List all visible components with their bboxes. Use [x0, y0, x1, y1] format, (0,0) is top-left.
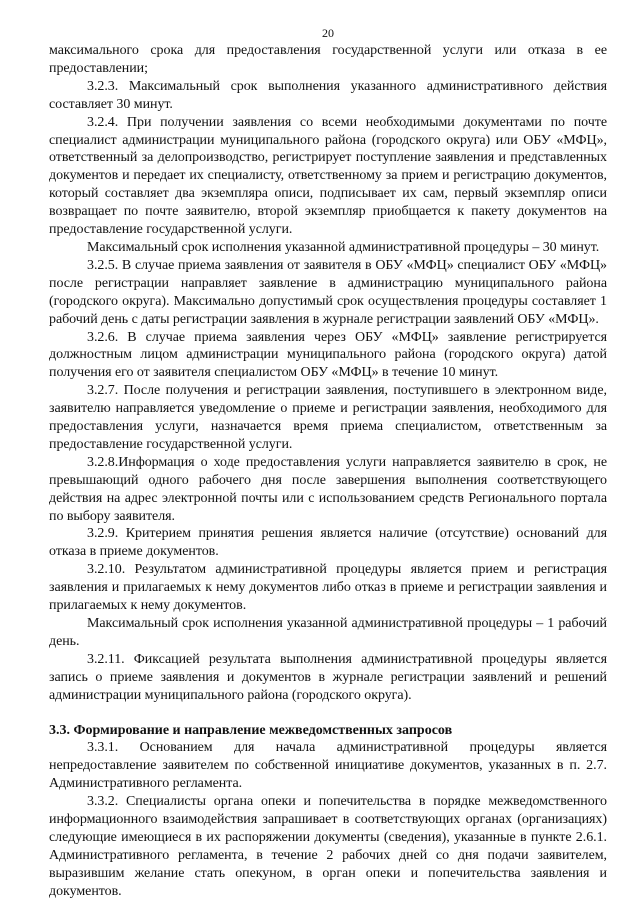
paragraph-3-2-11: 3.2.11. Фиксацией результата выполнения административной процедуры является запись о приеме заявления и документов в журнале регистрации заявлений и решений администрации муниципального района (городского округа). [49, 651, 607, 703]
paragraph-3-2-6: 3.2.6. В случае приема заявления через ОБУ «МФЦ» заявление регистрируется должностным лицом администрации муниципального района (городского округа) датой получения его от заявителя специалистом ОБУ «МФЦ» в течение 10 минут. [49, 329, 607, 381]
paragraph-3-2-3: 3.2.3. Максимальный срок выполнения указанного административного действия составляет 30 минут. [49, 78, 607, 112]
paragraph-3-2-4: 3.2.4. При получении заявления со всеми необходимыми документами по почте специалист администрации муниципального района (городского округа) или ОБУ «МФЦ», ответственный за делопроизводство, регистрирует поступление заявления и представленных документов и передает их специалисту, ответственному за прием и регистрацию документов, который составляет два экземпляра описи, подписывает их сам, первый экземпляр описи возвращает по почте заявителю, второй экземпляр приобщается к пакету документов на предоставление государственной услуги. [49, 114, 607, 238]
paragraph-max-term-30-min: Максимальный срок исполнения указанной административной процедуры – 30 минут. [87, 239, 600, 255]
paragraph-3-2-10: 3.2.10. Результатом административной процедуры является прием и регистрация заявления и прилагаемых к нему документов либо отказ в приеме и регистрации заявления и прилагаемых к нему документов. [49, 562, 607, 614]
paragraph-3-2-9: 3.2.9. Критерием принятия решения является наличие (отсутствие) оснований для отказа в приеме документов. [49, 526, 607, 560]
paragraph-continuation: максимального срока для предоставления государственной услуги или отказа в ее предоставлении; [49, 43, 607, 76]
paragraph-3-2-5: 3.2.5. В случае приема заявления от заявителя в ОБУ «МФЦ» специалист ОБУ «МФЦ» после регистрации направляет заявление в администрацию муниципального района (городского округа). Максимально допустимый срок осуществления процедуры составляет 1 рабочий день с даты регистрации заявления в журнале регистрации заявлений ОБУ «МФЦ». [49, 257, 607, 327]
paragraph-3-2-7: 3.2.7. После получения и регистрации заявления, поступившего в электронном виде, заявителю направляется уведомление о приеме и регистрации заявления, необходимого для предоставления услуги, назначается время приема специалистом, ответственным за предоставление государственной услуги. [49, 383, 607, 452]
section-heading-3-3: 3.3. Формирование и направление межведомственных запросов [49, 722, 453, 738]
page-number: 20 [322, 26, 334, 40]
paragraph-3-3-2: 3.3.2. Специалисты органа опеки и попечительства в порядке межведомственного информационного взаимодействия запрашивает в соответствующих органах (организациях) следующие имеющиеся в их распоряжении документы (сведения), указанные в пункте 2.6.1. Административного регламента, в течение 2 рабочих дней со дня подачи заявителем, выразившим желание стать опекуном, в орган опеки и попечительства заявления и документов. [49, 794, 607, 899]
paragraph-3-2-8: 3.2.8.Информация о ходе предоставления услуги направляется заявителю в срок, не превышающий одного рабочего дня после завершения выполнения соответствующего действия на адрес электронной почты или с использованием средств Регионального портала по выбору заявителя. [49, 454, 607, 524]
paragraph-3-3-1: 3.3.1. Основанием для начала административной процедуры является непредоставление заявителем по собственной инициативе документов, указанных в п. 2.7. Административного регламента. [49, 740, 607, 792]
paragraph-max-term-1-day: Максимальный срок исполнения указанной административной процедуры – 1 рабочий день. [49, 616, 607, 649]
